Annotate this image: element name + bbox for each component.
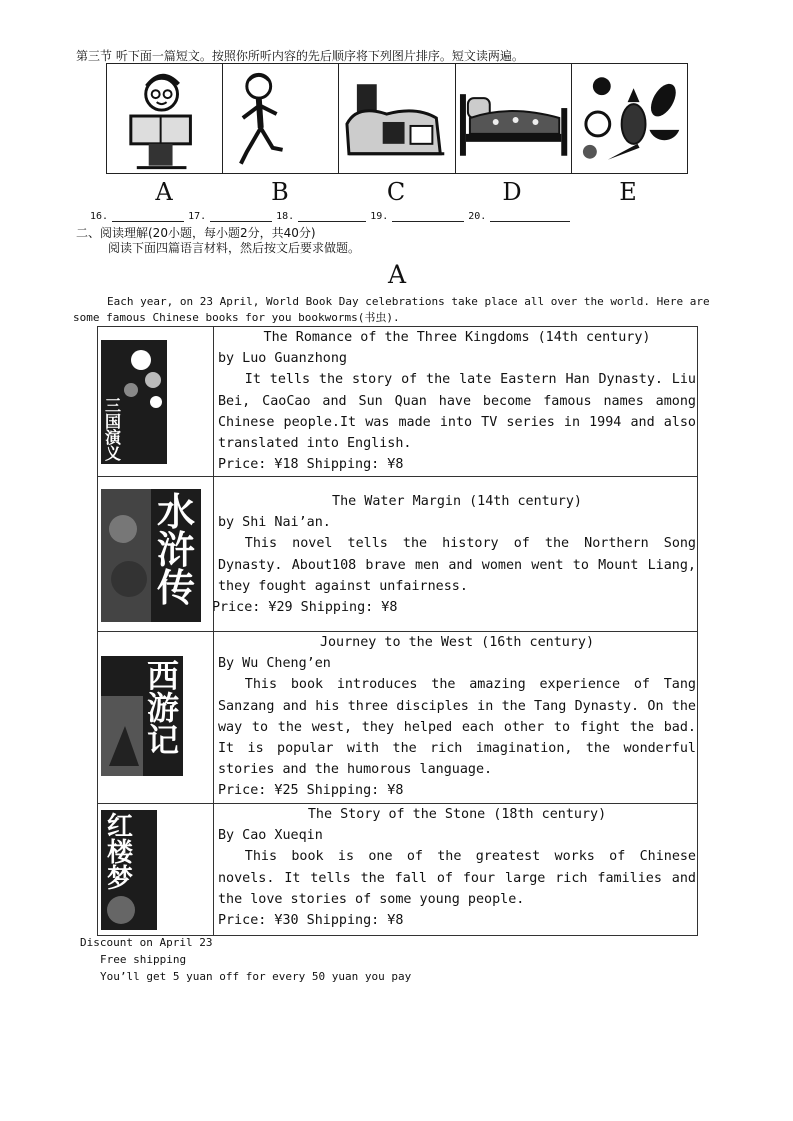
cover-title: 红楼梦 [107,812,134,894]
cover-title: 三国演义 [105,396,122,463]
bed-icon [456,64,571,173]
table-row [98,327,697,477]
book-description: This book is one of the greatest works of Chinese novels. It tells the fall of four large rich families and the love stories of some young people. [218,849,696,907]
discount-line-shipping: Free shipping [100,953,187,966]
book-description: It tells the story of the late Eastern Han Dynasty. Liu Bei, CaoCao and Sun Quan have become famous names among Chinese people.It was made into TV series in 1994 and also translated into English. [218,372,696,452]
answer-blank-20[interactable] [490,211,570,222]
book-author: By Wu Cheng’en [218,656,331,672]
picture-strip [106,63,688,174]
discount-line-rebate: You’ll get 5 yuan off for every 50 yuan you pay [100,970,412,983]
picture-a [107,64,223,173]
answer-blank-18[interactable] [298,211,366,222]
book-cover-image [101,340,167,464]
book-cover-image [101,656,183,776]
book-title: The Story of the Stone (18th century) [307,807,607,822]
book-description: This book introduces the amazing experience of Tang Sanzang and his three disciples in the Tang Dynasty. On the way to the west, they helped each other to fight the bad. It is popular with the rich imagination, the wonderful stories and the humorous language. [218,677,696,778]
book-author: by Shi Nai’an. [218,515,331,531]
blank-20-label: 20. [468,211,487,222]
book-title: Journey to the West (16th century) [319,635,595,650]
picture-letter-d: D [502,178,522,206]
picture-letter-c: C [386,178,406,206]
listening-instruction: 第三节 听下面一篇短文。按照你所听内容的先后顺序将下列图片排序。短文读两遍。 [76,49,524,63]
passage-letter: A [388,260,407,289]
book-price: Price: ¥29 Shipping: ¥8 [212,600,398,616]
house-icon [339,64,454,173]
book-price: Price: ¥30 Shipping: ¥8 [218,913,404,929]
discount-heading: Discount on April 23 [80,936,213,949]
answer-blank-16[interactable] [112,211,184,222]
blank-16-label: 16. [90,211,109,222]
cover-title: 西游记 [147,657,180,759]
book-cover-image [101,489,201,622]
discount-section [80,934,411,985]
blank-18-label: 18. [276,211,295,222]
book-author: by Luo Guanzhong [218,351,347,367]
answer-blank-19[interactable] [392,211,464,222]
person-running-icon [223,64,338,173]
passage-intro: Each year, on 23 April, World Book Day celebrations take place all over the world. Here are some famous Chinese books for you bookworms(书虫). [73,295,710,324]
blank-19-label: 19. [370,211,389,222]
book-table [97,326,698,936]
reading-section-heading: 二、阅读理解(20小题，每小题2分，共40分) [76,226,316,240]
table-row [98,477,697,632]
book-price: Price: ¥18 Shipping: ¥8 [218,457,404,473]
book-title: The Romance of the Three Kingdoms (14th century) [263,330,651,345]
picture-letter-a: A [155,178,173,206]
cover-title: 水浒传 [157,489,196,610]
picture-b [223,64,339,173]
picture-e [572,64,687,173]
book-description: This novel tells the history of the Northern Song Dynasty. About108 brave men and women went to Mount Liang, they fought against unfairness. [218,536,696,594]
picture-letter-b: B [271,178,289,206]
table-row [98,632,697,804]
man-reading-book-icon [107,64,222,173]
answer-blank-17[interactable] [210,211,272,222]
book-author: By Cao Xueqin [218,828,323,844]
picture-letter-e: E [619,178,637,206]
book-cover-image [101,810,157,930]
blank-17-label: 17. [188,211,207,222]
book-title: The Water Margin (14th century) [332,494,582,509]
reading-section-instruction: 阅读下面四篇语言材料，然后按文后要求做题。 [108,241,361,255]
table-row [98,804,697,935]
fruits-vegetables-icon [572,64,687,173]
picture-d [456,64,572,173]
picture-c [339,64,455,173]
answer-blanks [90,211,570,222]
book-price: Price: ¥25 Shipping: ¥8 [218,783,404,799]
